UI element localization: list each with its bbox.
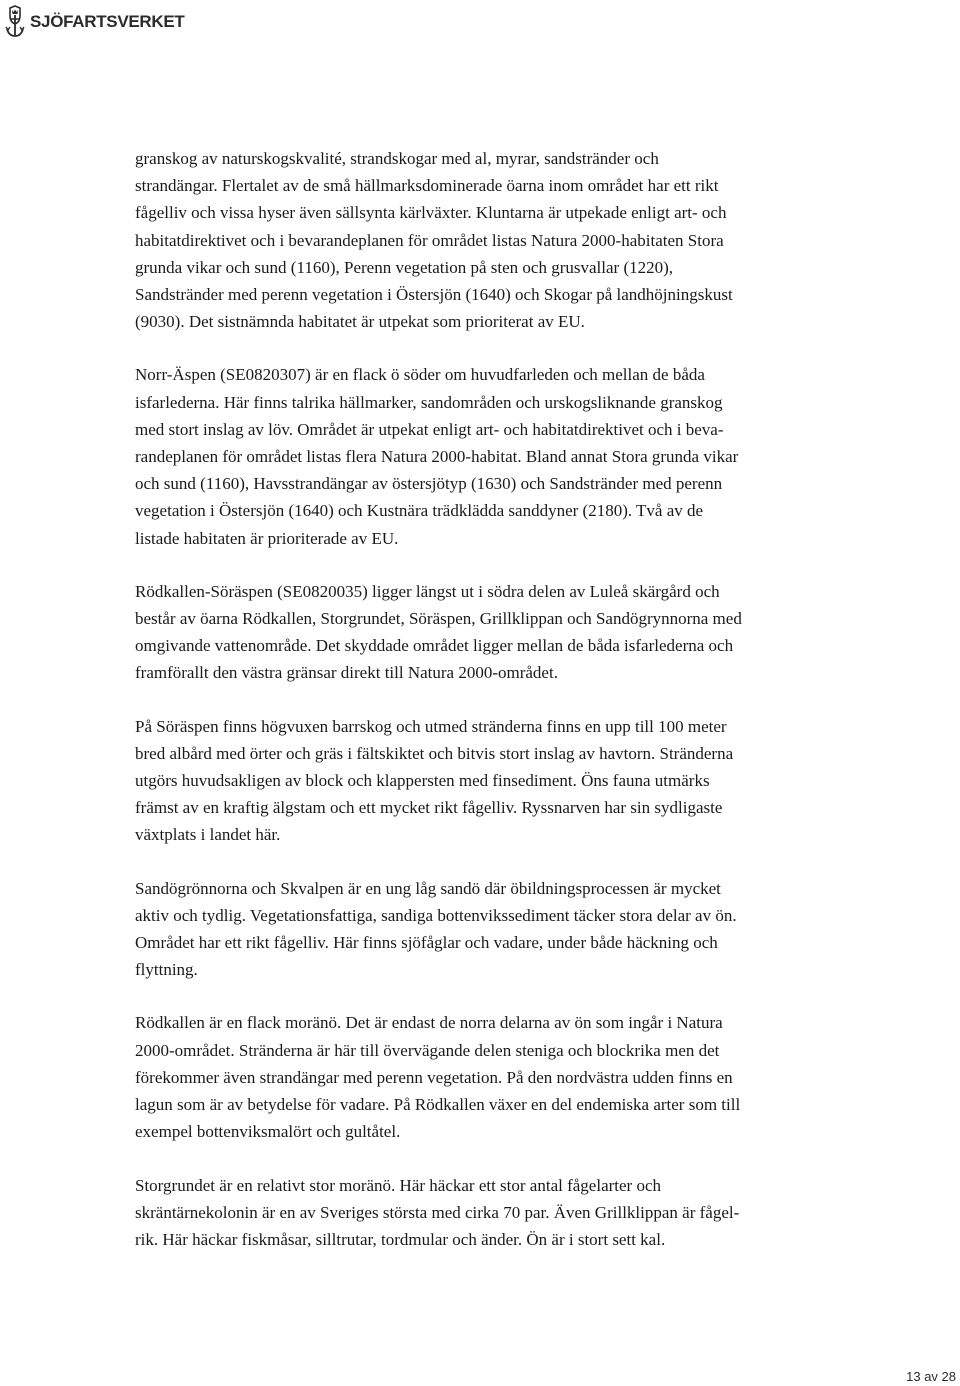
- page-number: 13 av 28: [906, 1369, 956, 1384]
- paragraph-storgrundet: Storgrundet är en relativt stor moränö. Här häckar ett stor antal fågelarter och skräntärnekolonin är en av Sveriges största med cirka 70 par. Även Grillklippan är fågel- rik. Här häckar fiskmåsar, silltrutar, tordmular och änder. Ön är i stort sett kal.: [135, 1175, 740, 1249]
- document-body: [135, 145, 847, 1279]
- anchor-crown-emblem-icon: [4, 5, 26, 39]
- paragraph-sandogronnorna: Sandögrönnorna och Skvalpen är en ung låg sandö där öbildningsprocessen är mycket aktiv och tydlig. Vegetationsfattiga, sandiga bottenvikssediment täcker stora delar av ön. Området har ett rikt fågelliv. Här finns sjöfåglar och vadare, under både häckning och flyttning.: [135, 878, 737, 980]
- paragraph-rodkallen-soraspen: Rödkallen-Söräspen (SE0820035) ligger längst ut i södra delen av Luleå skärgård och består av öarna Rödkallen, Storgrundet, Söräspen, Grillklippan och Sandögrynnorna med omgivande vattenområde. Det skyddade området ligger mellan de båda isfarlederna och framförallt den västra gränsar direkt till Natura 2000-området.: [135, 581, 742, 683]
- paragraph-kluntarna: granskog av naturskogskvalité, strandskogar med al, myrar, sandstränder och strandängar. Flertalet av de små hällmarksdominerade öarna inom området har ett rikt fågelliv och vissa hyser även sällsynta kärlväxter. Kluntarna är utpekade enligt art- och habitatdirektivet och i bevarandeplanen för området listas Natura 2000-habitaten Stora grunda vikar och sund (1160), Perenn vegetation på sten och grusvallar (1220), Sandstränder med perenn vegetation i Östersjön (1640) och Skogar på landhöjningskust (9030). Det sistnämnda habitatet är utpekat som prioriterat av EU.: [135, 149, 733, 332]
- paragraph-soraspen: På Söräspen finns högvuxen barrskog och utmed stränderna finns en upp till 100 meter bred albård med örter och gräs i fältskiktet och bitvis stort inslag av havtorn. Stränderna utgörs huvudsakligen av block och klappersten med finsediment. Öns fauna utmärks främst av en kraftig älgstam och ett mycket rikt fågelliv. Ryssnarven har sin sydligaste växtplats i landet här.: [135, 716, 734, 845]
- page-header: [4, 4, 185, 40]
- paragraph-rodkallen: Rödkallen är en flack moränö. Det är endast de norra delarna av ön som ingår i Natura 2000-området. Stränderna är här till övervägande delen steniga och blockrika men det förekommer även strandängar med perenn vegetation. På den nordvästra udden finns en lagun som är av betydelse för vadare. På Rödkallen växer en del endemiska arter som till exempel bottenviksmalört och gultåtel.: [135, 1013, 741, 1142]
- paragraph-norr-aspen: Norr-Äspen (SE0820307) är en flack ö söder om huvudfarleden och mellan de båda isfarlederna. Här finns talrika hällmarker, sandområden och urskogsliknande granskog med stort inslag av löv. Området är utpekat enligt art- och habitatdirektivet och i beva- randeplanen för området listas flera Natura 2000-habitat. Bland annat Stora grunda vikar och sund (1160), Havsstrandängar av östersjötyp (1630) och Sandstränder med perenn vegetation i Östersjön (1640) och Kustnära trädklädda sanddyner (2180). Två av de listade habitaten är prioriterade av EU.: [135, 365, 739, 548]
- organization-logo-text: SJÖFARTSVERKET: [30, 12, 185, 31]
